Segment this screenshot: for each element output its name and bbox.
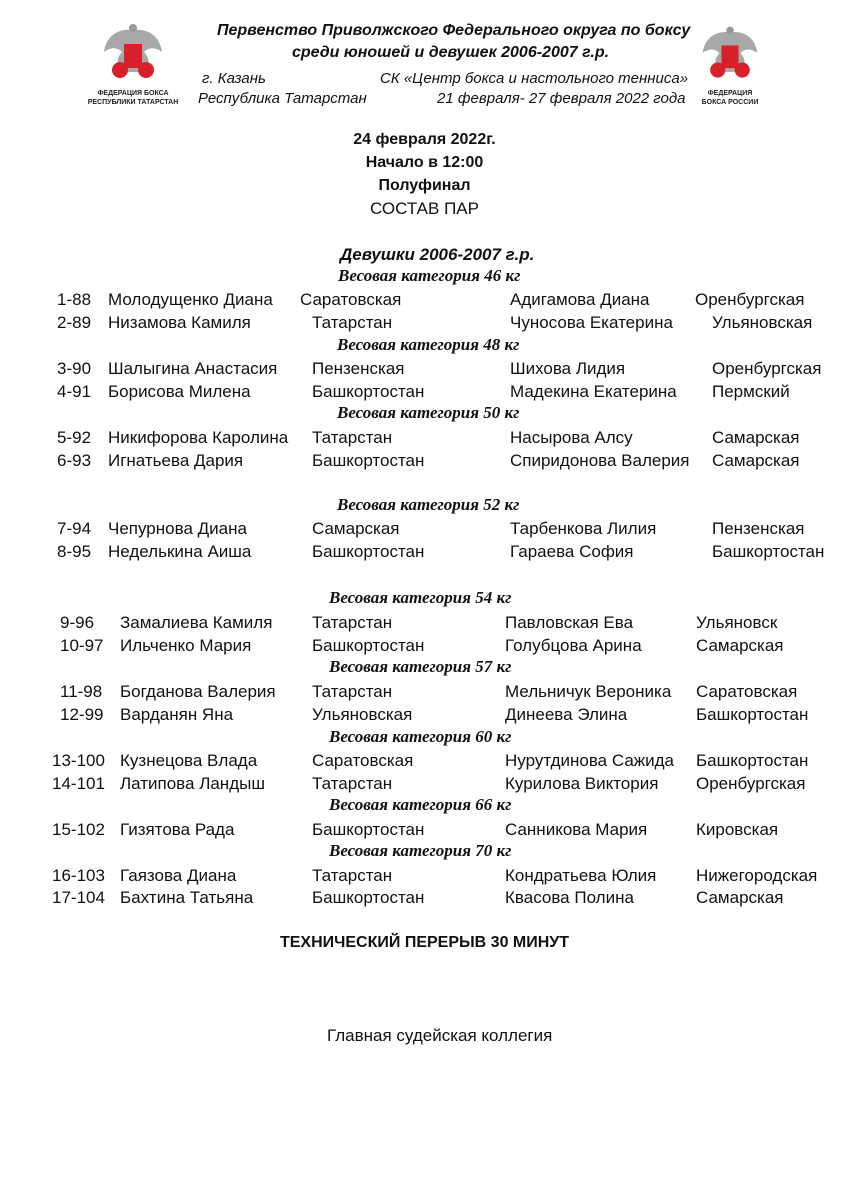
boxer-name: Игнатьева Дария [108,451,244,470]
boxer-name: Шалыгина Анастасия [108,359,278,378]
opponent-region: Башкортостан [712,542,825,561]
event-republic: Республика Татарстан [198,90,367,107]
opponent-region: Башкортостан [696,751,809,770]
boxer-name: Чепурнова Диана [108,519,247,538]
event-title-line2: среди юношей и девушек 2006-2007 г.р. [292,44,610,61]
weight-category-heading: Весовая категория 46 кг [338,266,521,285]
bout-number: 17-104 [52,888,105,907]
opponent-region: Оренбургская [696,774,806,793]
opponent-region: Самарская [712,451,800,470]
bout-number: 9-96 [60,613,95,632]
opponent-region: Башкортостан [696,705,809,724]
logo-tatarstan-boxing-federation [78,22,188,107]
weight-category-heading: Весовая категория 66 кг [329,795,512,814]
weight-category-heading: Весовая категория 60 кг [329,727,512,746]
boxer-name: Богданова Валерия [120,682,276,701]
boxer-region: Башкортостан [312,820,425,839]
boxer-region: Ульяновская [312,705,413,724]
opponent-region: Саратовская [696,682,798,701]
opponent-name: Санникова Мария [505,820,648,839]
opponent-name: Голубцова Арина [505,636,642,655]
boxer-region: Татарстан [312,313,393,332]
eagle-emblem-icon [697,24,763,84]
bout-number: 15-102 [52,820,105,839]
opponent-name: Динеева Элина [505,705,628,724]
boxer-name: Замалиева Камиля [120,613,273,632]
weight-category-heading: Весовая категория 48 кг [337,335,520,354]
bout-number: 2-89 [57,313,92,332]
session-stage: Полуфинал [378,177,471,194]
bout-number: 8-95 [57,542,92,561]
bout-number: 4-91 [57,382,92,401]
bout-number: 14-101 [52,774,105,793]
group-title: Девушки 2006-2007 г.р. [340,245,535,264]
boxer-name: Гизятова Рада [120,820,235,839]
opponent-region: Пензенская [712,519,805,538]
event-city: г. Казань [202,70,266,87]
boxer-name: Низамова Камиля [108,313,251,332]
boxer-region: Башкортостан [312,542,425,561]
opponent-name: Шихова Лидия [510,359,626,378]
opponent-name: Спиридонова Валерия [510,451,690,470]
opponent-name: Курилова Виктория [505,774,659,793]
opponent-region: Оренбургская [712,359,822,378]
boxer-region: Саратовская [312,751,414,770]
footer-signature: Главная судейская коллегия [327,1026,553,1045]
eagle-emblem-icon [98,22,168,84]
boxer-name: Ильченко Мария [120,636,252,655]
opponent-region: Ульяновск [696,613,778,632]
boxer-name: Варданян Яна [120,705,234,724]
boxer-region: Самарская [312,519,400,538]
opponent-name: Адигамова Диана [510,290,650,309]
session-date: 24 февраля 2022г. [353,131,496,148]
boxer-region: Татарстан [312,682,393,701]
boxer-name: Молодущенко Диана [108,290,273,309]
event-dates: 21 февраля- 27 февраля 2022 года [437,90,686,107]
boxer-region: Пензенская [312,359,405,378]
opponent-region: Кировская [696,820,779,839]
opponent-region: Самарская [712,428,800,447]
weight-category-heading: Весовая категория 70 кг [329,841,512,860]
boxer-region: Башкортостан [312,888,425,907]
logo-right-caption: ФЕДЕРАЦИЯ БОКСА РОССИИ [701,90,759,106]
opponent-name: Мельничук Вероника [505,682,672,701]
bout-number: 11-98 [60,682,103,701]
event-title-line1: Первенство Приволжского Федерального округа по боксу [217,22,691,39]
weight-category-heading: Весовая категория 57 кг [329,657,512,676]
session-start: Начало в 12:00 [365,154,484,171]
bout-number: 12-99 [60,705,104,724]
boxer-name: Неделькина Аиша [108,542,252,561]
opponent-name: Павловская Ева [505,613,634,632]
opponent-region: Самарская [696,888,784,907]
opponent-name: Гараева София [510,542,634,561]
boxer-region: Татарстан [312,866,393,885]
opponent-region: Самарская [696,636,784,655]
opponent-region: Нижегородская [696,866,818,885]
bout-number: 16-103 [52,866,105,885]
opponent-name: Нурутдинова Сажида [505,751,675,770]
boxer-region: Башкортостан [312,382,425,401]
opponent-name: Насырова Алсу [510,428,633,447]
boxer-name: Гаязова Диана [120,866,237,885]
logo-russia-boxing-federation [680,24,780,107]
session-subtitle: СОСТАВ ПАР [370,199,479,218]
opponent-name: Квасова Полина [505,888,634,907]
bout-number: 13-100 [52,751,105,770]
boxer-region: Татарстан [312,613,393,632]
boxer-name: Латипова Ландыш [120,774,265,793]
boxer-name: Борисова Милена [108,382,251,401]
weight-category-heading: Весовая категория 50 кг [337,403,520,422]
bout-number: 5-92 [57,428,92,447]
opponent-name: Чуносова Екатерина [510,313,673,332]
logo-left-caption: ФЕДЕРАЦИЯ БОКСА РЕСПУБЛИКИ ТАТАРСТАН [87,90,179,106]
opponent-name: Кондратьева Юлия [505,866,657,885]
event-venue: СК «Центр бокса и настольного тенниса» [380,70,689,87]
boxer-name: Кузнецова Влада [120,751,258,770]
boxer-region: Саратовская [300,290,402,309]
bout-number: 3-90 [57,359,92,378]
opponent-region: Ульяновская [712,313,813,332]
bout-number: 7-94 [57,519,92,538]
boxer-name: Никифорова Каролина [108,428,289,447]
opponent-name: Мадекина Екатерина [510,382,677,401]
weight-category-heading: Весовая категория 52 кг [337,495,520,514]
bout-number: 6-93 [57,451,92,470]
opponent-region: Пермский [712,382,790,401]
boxer-region: Татарстан [312,428,393,447]
boxer-name: Бахтина Татьяна [120,888,254,907]
opponent-region: Оренбургская [695,290,805,309]
bout-number: 10-97 [60,636,104,655]
opponent-name: Тарбенкова Лилия [510,519,657,538]
bout-number: 1-88 [57,290,92,309]
weight-category-heading: Весовая категория 54 кг [329,588,512,607]
boxer-region: Татарстан [312,774,393,793]
boxer-region: Башкортостан [312,451,425,470]
break-notice: ТЕХНИЧЕСКИЙ ПЕРЕРЫВ 30 МИНУТ [279,934,570,951]
boxer-region: Башкортостан [312,636,425,655]
